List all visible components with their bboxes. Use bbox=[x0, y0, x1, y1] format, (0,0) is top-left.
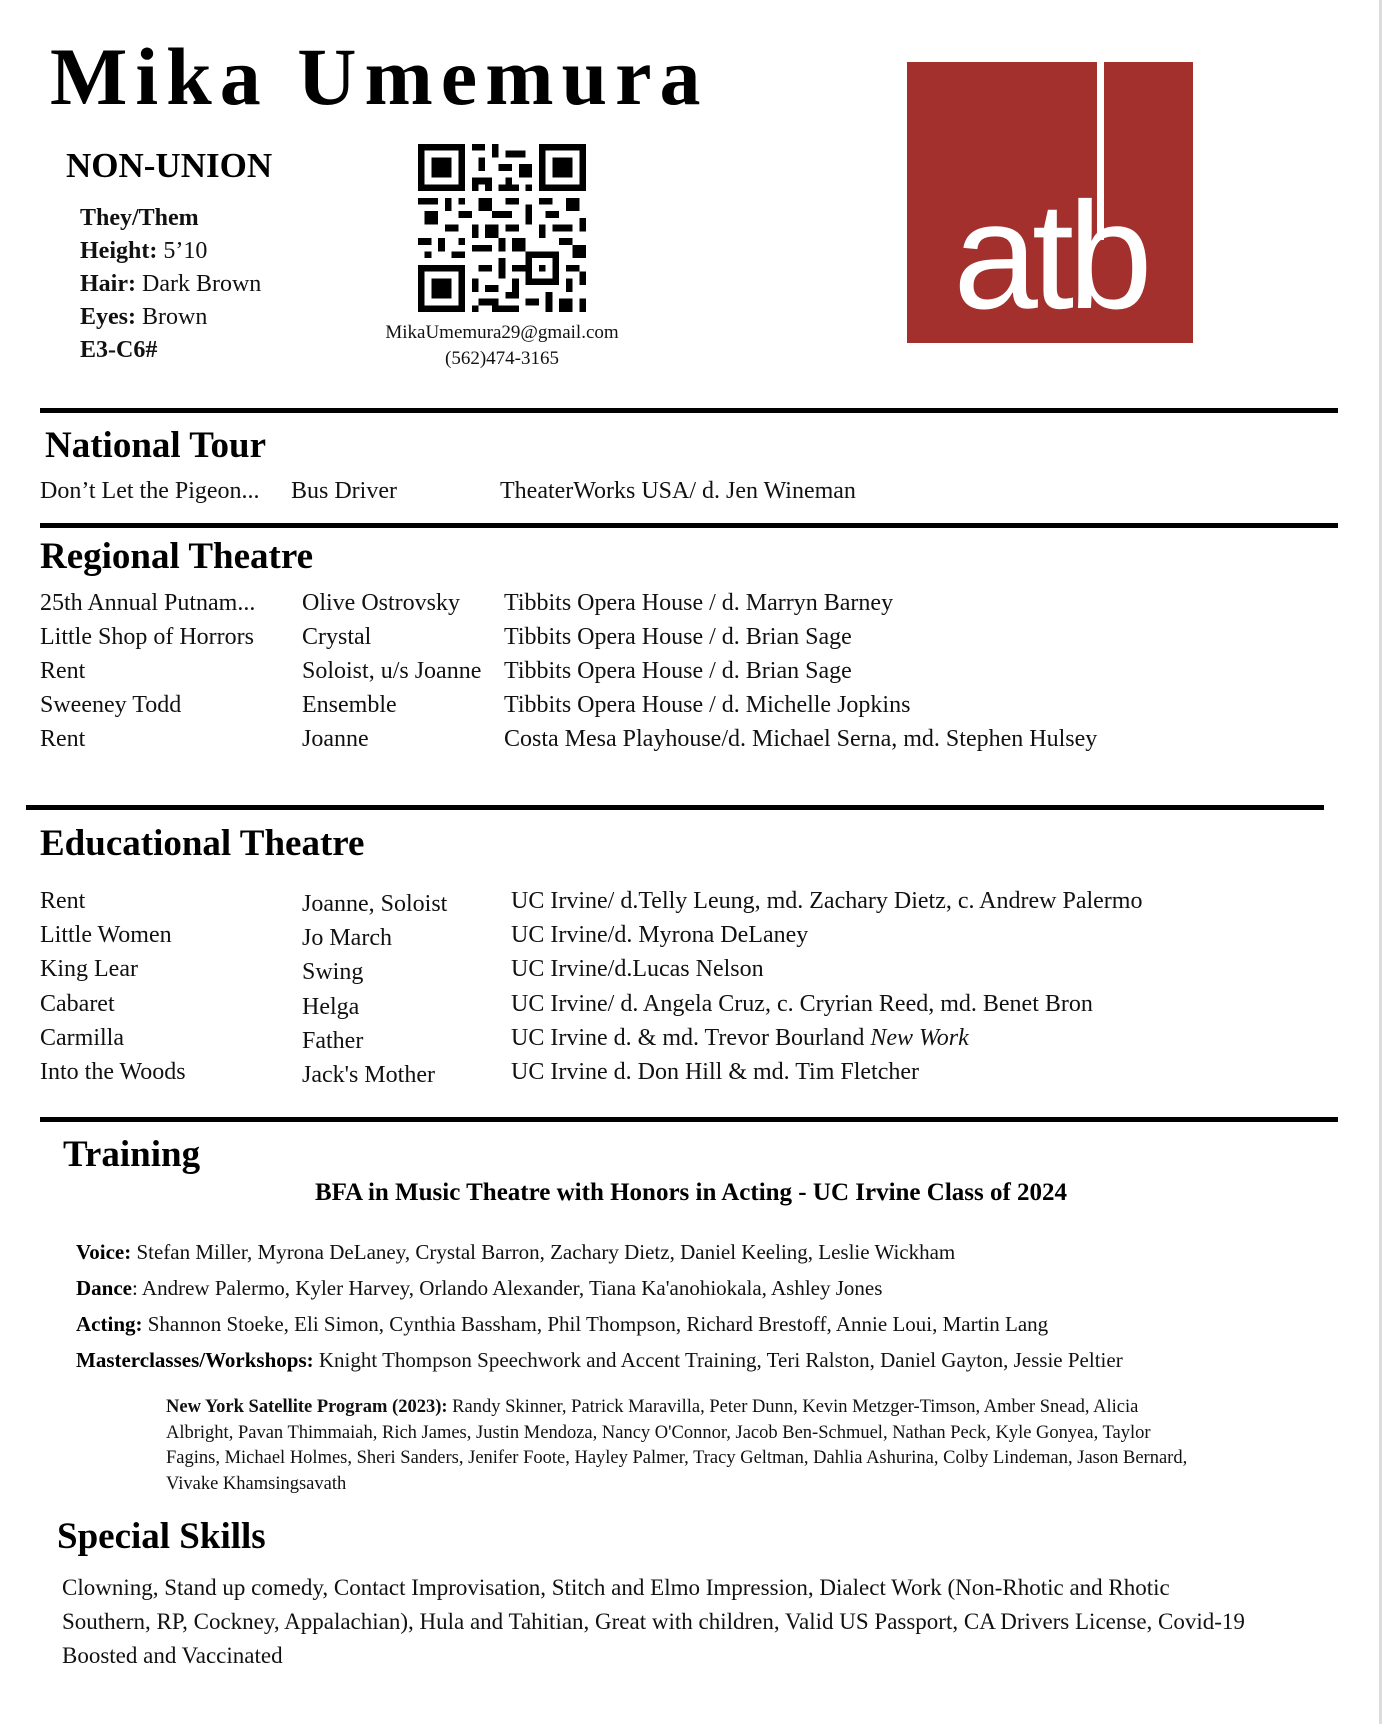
union-status: NON-UNION bbox=[66, 146, 273, 185]
credit-show: Into the Woods bbox=[40, 1059, 186, 1085]
credit-show: Sweeney Todd bbox=[40, 692, 182, 718]
credit-company: UC Irvine d. & md. Trevor Bourland New Work bbox=[511, 1024, 969, 1051]
degree-line: BFA in Music Theatre with Honors in Acting - UC Irvine Class of 2024 bbox=[314, 1179, 1068, 1206]
training-acting: Acting: Shannon Stoeke, Eli Simon, Cynthia Bassham, Phil Thompson, Richard Brestoff, Annie Loui, Martin Lang bbox=[76, 1312, 1049, 1336]
credit-role: Swing bbox=[302, 959, 364, 986]
section-divider bbox=[40, 523, 1338, 528]
stat-height: Height: 5’10 bbox=[80, 238, 208, 264]
credit-role: Bus Driver bbox=[291, 478, 397, 504]
pronouns: They/Them bbox=[80, 205, 199, 231]
satellite-program: New York Satellite Program (2023): Randy Skinner, Patrick Maravilla, Peter Dunn, Kevin Metzger-Timson, Amber Snead, Alicia Albright, Pavan Thimmaiah, Rich James, Justin Mendoza, Nancy O'Connor, Jacob Ben-Schmuel, Nathan Peck, Kyle Gonyea, Taylor Fagins, Michael Holmes, Sheri Sanders, Jenifer Foote, Hayley Palmer, Tracy Geltman, Dahlia Ashurina, Colby Lindeman, Jason Bernard, Vivake Khamsingsavath bbox=[166, 1397, 1188, 1494]
credit-show: Carmilla bbox=[40, 1024, 124, 1051]
actor-stats bbox=[80, 202, 261, 367]
credit-company: Tibbits Opera House / d. Brian Sage bbox=[504, 624, 852, 650]
educational-credit-row bbox=[0, 1025, 1382, 1059]
heading-educational-theatre: Educational Theatre bbox=[40, 823, 365, 864]
credit-show: King Lear bbox=[40, 956, 138, 983]
credit-company: UC Irvine/d.Lucas Nelson bbox=[511, 956, 764, 983]
regional-credit-row bbox=[0, 624, 1382, 658]
heading-special-skills: Special Skills bbox=[57, 1516, 266, 1557]
voice-range: E3-C6# bbox=[80, 337, 158, 363]
credit-company: UC Irvine d. Don Hill & md. Tim Fletcher bbox=[511, 1059, 919, 1085]
actor-name: Mika Umemura bbox=[50, 31, 709, 122]
regional-credit-row bbox=[0, 692, 1382, 726]
credit-company: Tibbits Opera House / d. Brian Sage bbox=[504, 658, 852, 684]
educational-credit-row bbox=[0, 888, 1382, 922]
credit-company: Tibbits Opera House / d. Marryn Barney bbox=[504, 590, 894, 616]
educational-credit-row bbox=[0, 1059, 1382, 1093]
section-divider bbox=[40, 1117, 1338, 1122]
educational-credit-row bbox=[0, 922, 1382, 956]
credit-show: Cabaret bbox=[40, 990, 115, 1017]
credit-note: New Work bbox=[870, 1024, 969, 1051]
training-voice: Voice: Stefan Miller, Myrona DeLaney, Crystal Barron, Zachary Dietz, Daniel Keeling, Leslie Wickham bbox=[76, 1240, 956, 1264]
credit-company: UC Irvine/ d.Telly Leung, md. Zachary Dietz, c. Andrew Palermo bbox=[511, 888, 1143, 914]
national-tour-row bbox=[0, 478, 1382, 512]
phone-number[interactable]: (562)474-3165 bbox=[445, 348, 559, 369]
credit-company: UC Irvine/d. Myrona DeLaney bbox=[511, 922, 809, 949]
credit-role: Olive Ostrovsky bbox=[302, 590, 460, 616]
credit-role: Jo March bbox=[302, 925, 392, 952]
heading-national-tour: National Tour bbox=[45, 425, 267, 466]
special-skills-text: Clowning, Stand up comedy, Contact Improvisation, Stitch and Elmo Impression, Dialect Work (Non-Rhotic and Rhotic Southern, RP, Cockney, Appalachian), Hula and Tahitian, Great with children, Valid US Passport, CA Drivers License, Covid-19 Boosted and Vaccinated bbox=[62, 1575, 1245, 1668]
credit-show: Don’t Let the Pigeon... bbox=[40, 478, 260, 504]
credit-company: Costa Mesa Playhouse/d. Michael Serna, md. Stephen Hulsey bbox=[504, 726, 1098, 752]
regional-credit-row bbox=[0, 590, 1382, 624]
heading-training: Training bbox=[63, 1134, 201, 1175]
credit-show: Rent bbox=[40, 658, 86, 684]
credit-company: UC Irvine/ d. Angela Cruz, c. Cryrian Reed, md. Benet Bron bbox=[511, 990, 1093, 1017]
credit-company: Tibbits Opera House / d. Michelle Jopkins bbox=[504, 692, 911, 718]
credit-role: Joanne, Soloist bbox=[302, 891, 448, 917]
qr-code-icon[interactable] bbox=[418, 144, 586, 312]
credit-role: Helga bbox=[302, 993, 360, 1020]
agency-logo bbox=[907, 62, 1193, 343]
credit-company: TheaterWorks USA/ d. Jen Wineman bbox=[500, 478, 856, 504]
credit-role: Joanne bbox=[302, 726, 369, 752]
stat-eyes: Eyes: Brown bbox=[80, 304, 208, 330]
training-dance: Dance: Andrew Palermo, Kyler Harvey, Orlando Alexander, Tiana Ka'anohiokala, Ashley Jones bbox=[76, 1276, 883, 1300]
regional-credit-row bbox=[0, 658, 1382, 692]
section-divider bbox=[40, 408, 1338, 413]
section-divider bbox=[26, 805, 1324, 810]
credit-role: Crystal bbox=[302, 624, 372, 650]
credit-show: Little Shop of Horrors bbox=[40, 624, 254, 650]
heading-regional-theatre: Regional Theatre bbox=[40, 536, 314, 577]
training-masterclasses: Masterclasses/Workshops: Knight Thompson Speechwork and Accent Training, Teri Ralston, Daniel Gayton, Jessie Peltier bbox=[76, 1348, 1123, 1372]
credit-role: Ensemble bbox=[302, 692, 397, 718]
credit-show: Rent bbox=[40, 726, 86, 752]
credit-role: Jack's Mother bbox=[302, 1062, 435, 1088]
contact-info bbox=[360, 320, 644, 372]
credit-show: Rent bbox=[40, 888, 86, 914]
credit-role: Soloist, u/s Joanne bbox=[302, 658, 482, 684]
stat-hair: Hair: Dark Brown bbox=[80, 271, 262, 297]
credit-role: Father bbox=[302, 1027, 364, 1054]
educational-credit-row bbox=[0, 991, 1382, 1025]
credit-show: 25th Annual Putnam... bbox=[40, 590, 256, 616]
regional-credit-row bbox=[0, 726, 1382, 760]
educational-credit-row bbox=[0, 956, 1382, 990]
logo-text: atb bbox=[953, 171, 1147, 341]
email-link[interactable]: MikaUmemura29@gmail.com bbox=[385, 322, 619, 343]
credit-show: Little Women bbox=[40, 922, 172, 949]
